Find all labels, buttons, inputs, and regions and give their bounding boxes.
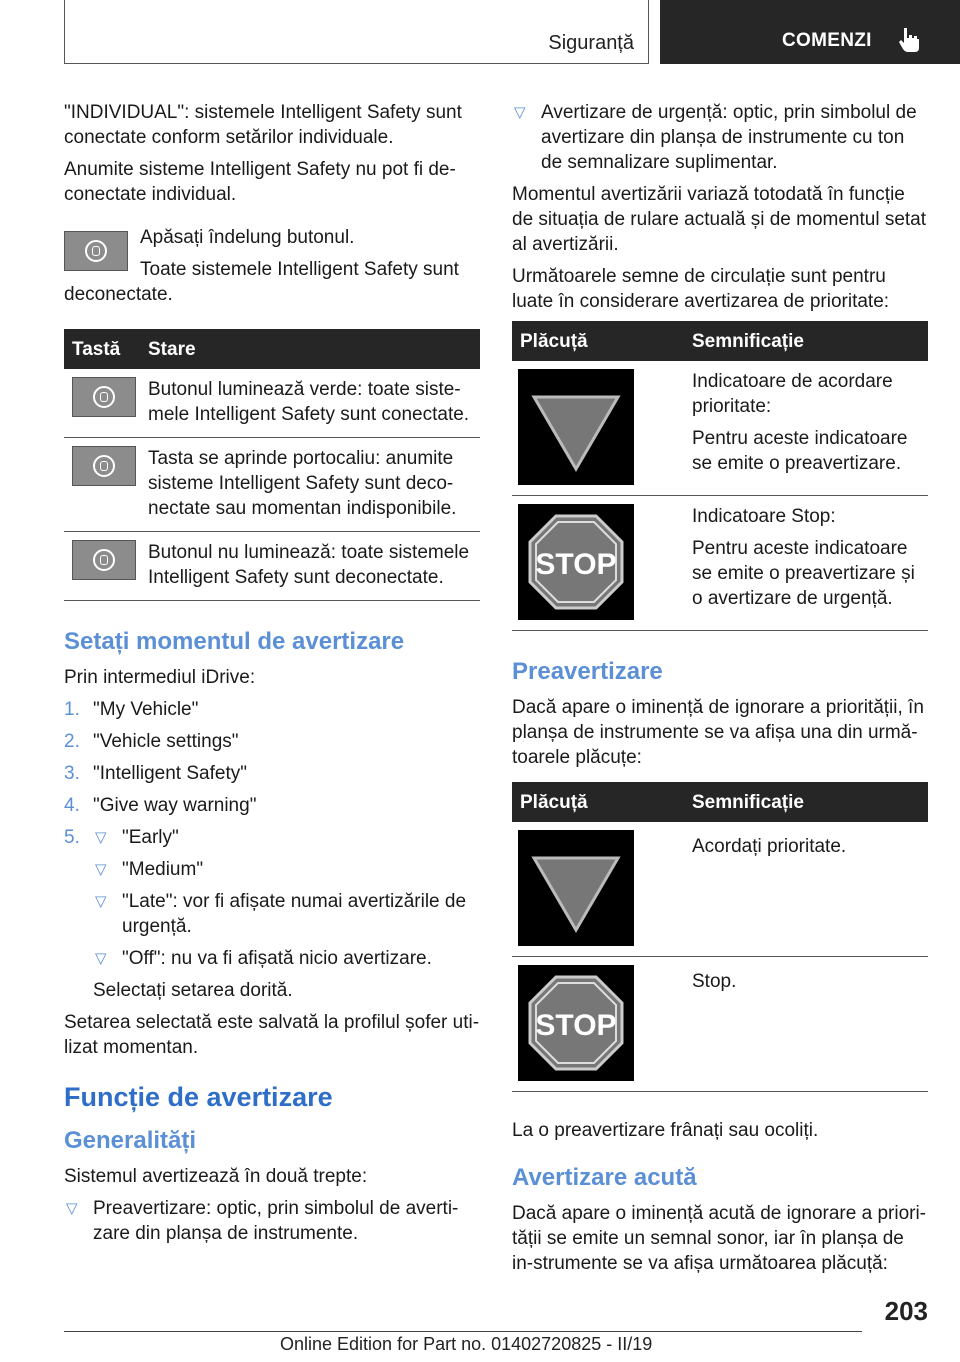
two-stage-intro: Sistemul avertizează în două trepte: xyxy=(64,1166,368,1187)
stage-list xyxy=(64,1196,480,1246)
heading-general: Generalități xyxy=(64,1127,197,1154)
settings-steps xyxy=(64,697,480,1003)
press-instruction: Apăsați îndelung butonul. xyxy=(140,227,355,248)
list-item: 1. "My Vehicle" xyxy=(64,699,199,720)
safety-button-icon xyxy=(72,377,136,417)
triangle-bullet-icon: ▽ xyxy=(66,1200,78,1217)
stage-list-continued xyxy=(512,100,928,175)
table-row xyxy=(64,369,480,438)
col-header-key: Tastă xyxy=(64,329,140,369)
button-instruction xyxy=(64,225,480,307)
all-off-result: Toate sistemele Intelligent Safety sunt deconectate. xyxy=(64,259,459,305)
idrive-intro: Prin intermediul iDrive: xyxy=(64,667,256,688)
list-item: ▽ "Off": nu va fi afișată nicio avertizare. xyxy=(95,948,432,969)
triangle-bullet-icon: ▽ xyxy=(95,861,107,878)
button-status-table xyxy=(64,329,480,601)
state-text: Butonul nu luminează: toate sistemele Intelligent Safety sunt deconectate. xyxy=(140,532,480,601)
safety-button-icon xyxy=(64,231,128,271)
list-item: ▽ Preavertizare: optic, prin simbolul de averti-zare din planșa de instrumente. xyxy=(66,1198,459,1244)
col-header-sign: Plăcuță xyxy=(512,321,684,361)
list-item: ▽ Avertizare de urgență: optic, prin simbolul de avertizare din planșa de instrumente cu ton de semnalizare suplimentar. xyxy=(514,102,917,173)
list-item: ▽ "Late": vor fi afișate numai avertizările de urgență. xyxy=(95,891,467,937)
stop-sign-icon xyxy=(518,965,634,1081)
table-row xyxy=(64,438,480,532)
left-column xyxy=(64,100,480,1253)
prewarning-paragraph: Dacă apare o iminență de ignorare a priorității, în planșa de instrumente se va afișa una din urmă-toarele plăcuțe: xyxy=(512,697,924,768)
list-item: 2. "Vehicle settings" xyxy=(64,731,239,752)
heading-set-warning-time: Setați momentul de avertizare xyxy=(64,628,405,655)
triangle-bullet-icon: ▽ xyxy=(514,104,526,121)
select-instruction: Selectați setarea dorită. xyxy=(93,980,293,1001)
col-header-meaning: Semnificație xyxy=(684,321,928,361)
state-text: Tasta se aprinde portocaliu: anumite sisteme Intelligent Safety sunt deco-nectate sau momentan indisponibile. xyxy=(140,438,480,532)
individual-paragraph: "INDIVIDUAL": sistemele Intelligent Safety sunt conectate conform setărilor individuale. xyxy=(64,102,462,148)
svg-text:STOP: STOP xyxy=(535,1009,617,1042)
list-item: 5. ▽ "Early" ▽ "Medium" ▽ "Late": vor fi afișate numai avertizările de urgență. ▽ "Off": nu va fi afișată nicio avertizare. Selectați setarea dorită. xyxy=(64,825,480,1003)
signs-table xyxy=(512,321,928,631)
stop-sign-icon xyxy=(518,504,634,620)
prewarning-signs-table xyxy=(512,782,928,1092)
acute-paragraph: Dacă apare o iminență acută de ignorare a priori-tății se emite un semnal sonor, iar în planșa de in-strumente se va afișa următoarea plăcuță: xyxy=(512,1203,927,1274)
individual-note: Anumite sisteme Intelligent Safety nu pot fi de-conectate individual. xyxy=(64,159,456,205)
hand-pointer-icon xyxy=(896,26,924,54)
header-chapter-label: COMENZI xyxy=(782,30,872,51)
triangle-bullet-icon: ▽ xyxy=(95,829,107,846)
header-section-title: Siguranță xyxy=(548,32,634,54)
table-row: Indicatoare de acordare prioritate: Pentru aceste indicatoare se emite o preavertizare. xyxy=(512,361,928,496)
triangle-bullet-icon: ▽ xyxy=(95,893,107,910)
footer-edition: Online Edition for Part no. 01402720825 - II/19 xyxy=(280,1334,653,1354)
col-header-meaning: Semnificație xyxy=(684,782,928,822)
signs-paragraph: Următoarele semne de circulație sunt pentru luate în considerare avertizarea de prioritate: xyxy=(512,266,890,312)
header-section-box xyxy=(64,0,649,64)
list-item: 4. "Give way warning" xyxy=(64,795,257,816)
yield-sign-icon xyxy=(518,830,634,946)
yield-sign-icon xyxy=(518,369,634,485)
moment-paragraph: Momentul avertizării variază totodată în funcție de situația de rulare actuală și de momentul setat al avertizării. xyxy=(512,184,927,255)
heading-prewarning: Preavertizare xyxy=(512,658,663,685)
table-row xyxy=(64,532,480,601)
svg-text:STOP: STOP xyxy=(535,548,617,581)
col-header-state: Stare xyxy=(140,329,480,369)
table-row: Acordați prioritate. xyxy=(512,822,928,957)
page-number: 203 xyxy=(884,1296,928,1326)
heading-warning-function: Funcție de avertizare xyxy=(64,1082,333,1112)
triangle-bullet-icon: ▽ xyxy=(95,950,107,967)
state-text: Butonul luminează verde: toate siste-mele Intelligent Safety sunt conectate. xyxy=(140,369,480,438)
heading-acute-warning: Avertizare acută xyxy=(512,1164,697,1191)
table-row: STOP Indicatoare Stop: Pentru aceste indicatoare se emite o preavertizare și o avertizare de urgență. xyxy=(512,496,928,631)
list-item: ▽ "Early" xyxy=(95,827,179,848)
saved-note: Setarea selectată este salvată la profilul șofer uti-lizat momentan. xyxy=(64,1012,480,1058)
list-item: ▽ "Medium" xyxy=(95,859,204,880)
header-chapter-tab xyxy=(660,0,960,64)
brake-paragraph: La o preavertizare frânați sau ocoliți. xyxy=(512,1120,819,1141)
right-column xyxy=(512,100,928,1283)
footer-divider xyxy=(64,1331,862,1332)
safety-button-icon xyxy=(72,446,136,486)
table-row: STOP Stop. xyxy=(512,957,928,1092)
safety-button-icon xyxy=(72,540,136,580)
col-header-sign: Plăcuță xyxy=(512,782,684,822)
list-item: 3. "Intelligent Safety" xyxy=(64,763,247,784)
option-list xyxy=(93,825,480,971)
